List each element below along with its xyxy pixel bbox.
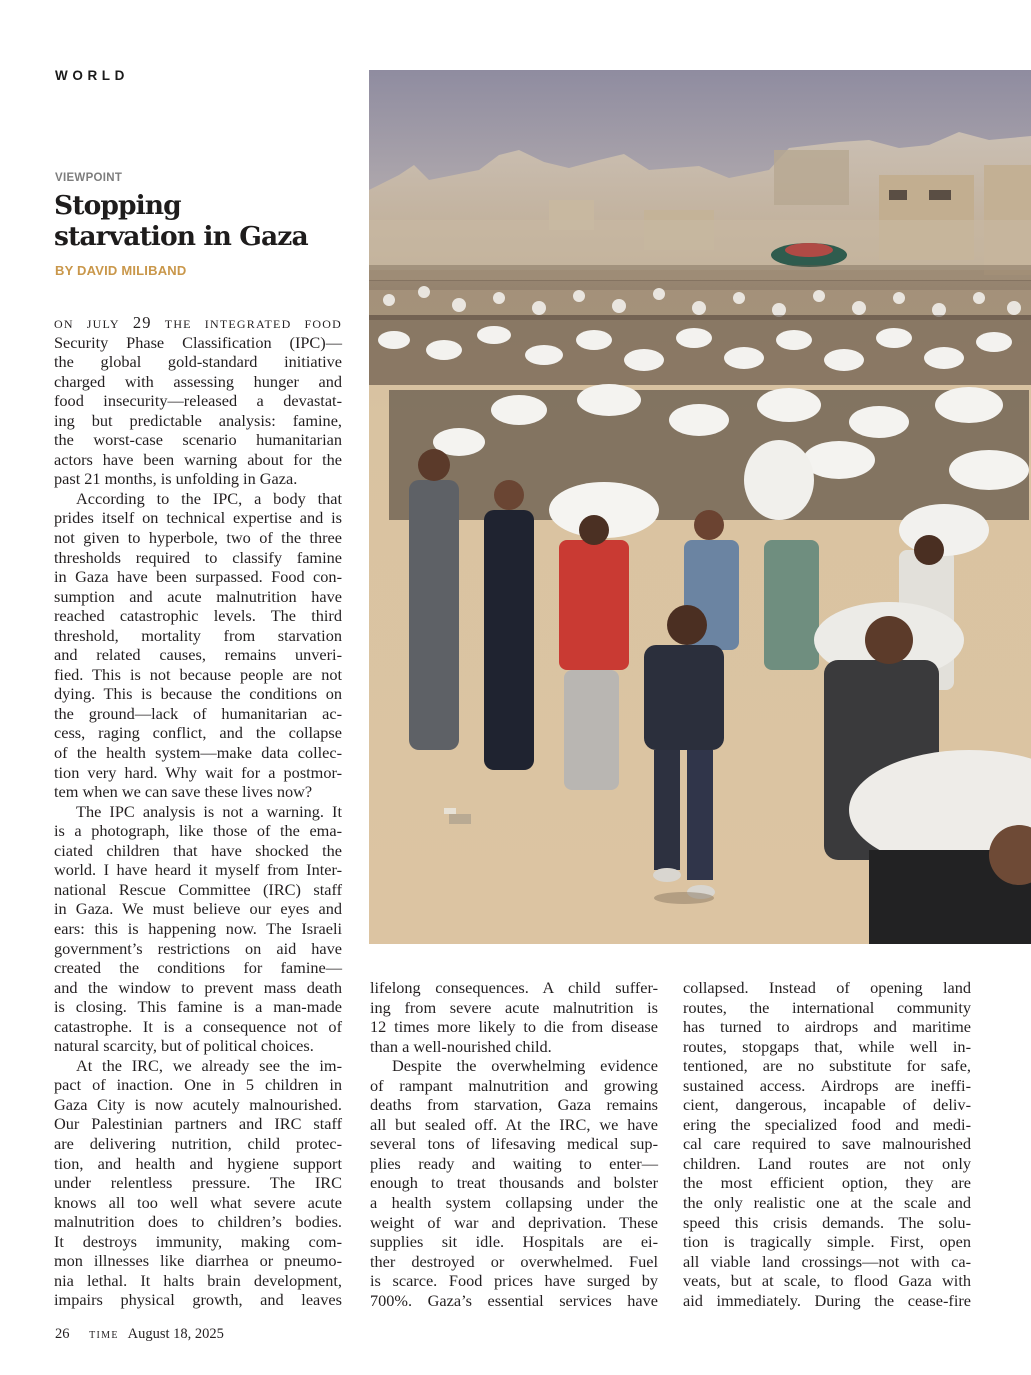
article-column-3 [683, 978, 971, 1310]
page-footer [55, 1326, 224, 1343]
article-text-line: reached catastrophic levels. The third [54, 606, 342, 626]
article-text-line: natural scarcity, but of political choices. [54, 1036, 314, 1056]
article-text-line: of the health system—make data collec- [54, 743, 342, 763]
article-text-line: cess, raging conflict, and the collapse [54, 723, 342, 743]
article-text-line: past 21 months, is unfolding in Gaza. [54, 469, 298, 489]
article-text-line: enough to treat thousands and bolster [370, 1173, 658, 1193]
article-text-line: dying. This is because the conditions on [54, 684, 342, 704]
article-text-line: of rampant malnutrition and growing [370, 1075, 658, 1095]
article-text-line: several tons of lifesaving medical sup- [370, 1134, 658, 1154]
article-text-line: weight of war and deprivation. These [370, 1212, 658, 1232]
article-text-line: and related causes, remains unveri- [54, 645, 342, 665]
article-text-line: the global gold-standard initiative [54, 352, 342, 372]
article-text-line: in Gaza have been surpassed. Food con- [54, 567, 342, 587]
article-kicker: VIEWPOINT [55, 172, 123, 184]
page-number: 26 [55, 1326, 70, 1342]
article-text-line: tem when we can save these lives now? [54, 782, 313, 802]
article-byline: BY DAVID MILIBAND [55, 263, 187, 278]
article-text-line: supplies sit idle. Hospitals are ei- [370, 1232, 658, 1252]
article-headline [54, 190, 354, 252]
article-text-line: in Gaza. We must believe our eyes and [54, 899, 342, 919]
article-text-line: is closing. This famine is a man-made [54, 997, 342, 1017]
article-text-line: thresholds required to classify famine [54, 547, 342, 567]
article-text-line: routes, the international community [683, 997, 971, 1017]
article-text-line: pact of inaction. One in 5 children in [54, 1075, 342, 1095]
article-text-line: At the IRC, we already see the im- [76, 1055, 342, 1075]
article-text-line: Despite the overwhelming evidence [392, 1056, 658, 1076]
article-text-line: food insecurity—released a devastat- [54, 391, 342, 411]
article-text-line: 12 times more likely to die from disease [370, 1017, 658, 1037]
article-text-line: impairs physical growth, and leaves [54, 1290, 342, 1310]
article-text-line: cient, dangerous, incapable of deliv- [683, 1095, 971, 1115]
article-text-line: threshold, mortality from starvation [54, 625, 342, 645]
article-text-line: aid immediately. During the cease-fire [683, 1290, 971, 1310]
article-photo [369, 70, 1031, 944]
article-text-line: routes, stopgaps that, while well in- [683, 1036, 971, 1056]
article-text-line: sustained access. Airdrops are ineffi- [683, 1075, 971, 1095]
article-text-line: collapsed. Instead of opening land [683, 978, 971, 997]
article-text-line: the worst-case scenario humanitarian [54, 430, 342, 450]
article-text-line: 700%. Gaza’s essential services have [370, 1290, 658, 1310]
article-column-1 [54, 313, 342, 1310]
article-text-line: The IPC analysis is not a warning. It [76, 801, 342, 821]
article-text-line: ering the specialized food and medi- [683, 1114, 971, 1134]
article-text-line: cal care required to save malnourished [683, 1134, 971, 1154]
section-label: WORLD [55, 68, 129, 83]
article-text-line: malnutrition does to children’s bodies. [54, 1212, 342, 1232]
article-text-line: plies ready and waiting to enter— [370, 1153, 658, 1173]
article-text-line: ears: this is happening now. The Israeli [54, 918, 342, 938]
article-text-line: mon illnesses like diarrhea or pneumo- [54, 1251, 342, 1271]
headline-line-2: starvation in Gaza [54, 221, 308, 252]
article-text-line: charged with assessing hunger and [54, 371, 342, 391]
article-text-line: all viable land crossings—not with ca- [683, 1251, 971, 1271]
article-text-line: is a photograph, like those of the ema- [54, 821, 342, 841]
article-text-line: tentioned, are no substitute for safe, [683, 1056, 971, 1076]
article-text-line: ing but predictable analysis: famine, [54, 410, 342, 430]
article-text-line: Gaza City is now acutely malnourished. [54, 1094, 342, 1114]
article-text-line: national Rescue Committee (IRC) staff [54, 879, 342, 899]
article-text-line: all but sealed off. At the IRC, we have [370, 1114, 658, 1134]
article-text-line: tion, and health and hygiene support [54, 1153, 342, 1173]
article-text-line: Our Palestinian partners and IRC staff [54, 1114, 342, 1134]
article-text-line: are delivering nutrition, child protec- [54, 1133, 342, 1153]
article-text-line: a health system collapsing under the [370, 1193, 658, 1213]
article-text-line: ciated children that have shocked the [54, 840, 342, 860]
article-text-line: ther destroyed or overwhelmed. Fuel [370, 1251, 658, 1271]
article-text-line: under relentless pressure. The IRC [54, 1173, 342, 1193]
article-text-line: fied. This is not because people are not [54, 664, 342, 684]
article-text-line: created the conditions for famine— [54, 958, 342, 978]
article-text-line: tion is tragically simple. First, open [683, 1232, 971, 1252]
article-text-line: tion very hard. Why wait for a postmor- [54, 762, 342, 782]
article-text-line: speed this crisis demands. The solu- [683, 1212, 971, 1232]
article-text-line: the ground—lack of humanitarian ac- [54, 703, 342, 723]
headline-line-1: Stopping [54, 190, 181, 221]
article-text-line: on july 29 the integrated food [54, 313, 342, 332]
article-text-line: and the window to prevent mass death [54, 977, 342, 997]
article-text-line: lifelong consequences. A child suffer- [370, 978, 658, 997]
article-text-line: nia lethal. It halts brain development, [54, 1270, 342, 1290]
magazine-name: time [89, 1326, 119, 1342]
article-text-line: According to the IPC, a body that [76, 488, 342, 508]
article-text-line: the most efficient option, they are [683, 1173, 971, 1193]
article-text-line: government’s restrictions on aid have [54, 938, 342, 958]
article-text-line: children. Land routes are not only [683, 1153, 971, 1173]
article-text-line: has turned to airdrops and maritime [683, 1017, 971, 1037]
article-text-line: prides itself on technical expertise and is [54, 508, 342, 528]
article-text-line: Security Phase Classification (IPC)— [54, 332, 342, 352]
article-text-line: not given to hyperbole, two of the three [54, 528, 342, 548]
article-text-line: deaths from starvation, Gaza remains [370, 1095, 658, 1115]
article-text-line: actors have been warning about for the [54, 449, 342, 469]
article-text-line: world. I have heard it myself from Inter- [54, 860, 342, 880]
article-text-line: catastrophe. It is a consequence not of [54, 1016, 342, 1036]
article-text-line: It destroys immunity, making com- [54, 1231, 342, 1251]
issue-date: August 18, 2025 [127, 1326, 224, 1342]
article-text-line: the only realistic one at the scale and [683, 1193, 971, 1213]
article-text-line: veats, but at scale, to flood Gaza with [683, 1271, 971, 1291]
article-column-2 [370, 978, 658, 1310]
article-text-line: knows all too well what severe acute [54, 1192, 342, 1212]
article-text-line: ing from severe acute malnutrition is [370, 997, 658, 1017]
article-text-line: sumption and acute malnutrition have [54, 586, 342, 606]
article-text-line: than a well-nourished child. [370, 1036, 552, 1056]
photo-crowd-illustration [369, 70, 1031, 944]
article-text-line: is scarce. Food prices have surged by [370, 1271, 658, 1291]
